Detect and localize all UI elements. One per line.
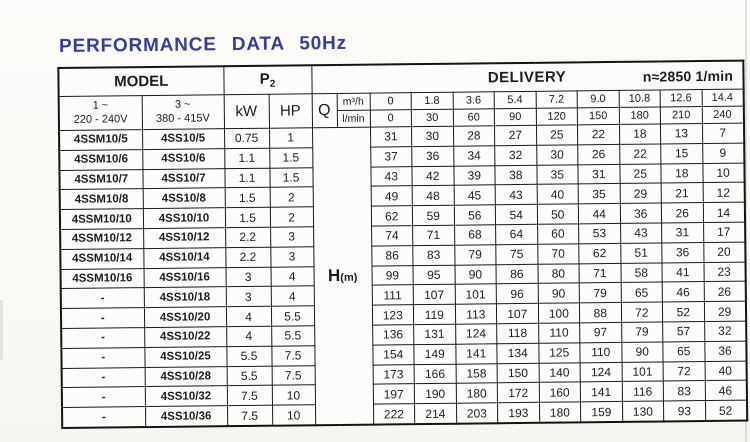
hp-cell: 10 <box>272 385 315 405</box>
head-value-cell: 136 <box>372 325 414 345</box>
head-value-cell: 86 <box>496 264 538 284</box>
head-value-cell: 107 <box>413 285 455 305</box>
head-value-cell: 12 <box>703 182 745 202</box>
head-value-cell: 57 <box>663 321 705 341</box>
head-value-cell: 37 <box>370 146 412 166</box>
hp-cell: 2 <box>270 187 313 207</box>
head-value-cell: 160 <box>539 382 581 402</box>
speed-label: n≈2850 1/min <box>642 67 734 85</box>
head-value-cell: 41 <box>662 262 704 282</box>
hp-cell: 3 <box>270 227 313 247</box>
hp-cell: 3 <box>270 247 313 267</box>
head-value-cell: 100 <box>538 303 580 323</box>
flow-lmin-value: 30 <box>411 109 453 126</box>
head-value-cell: 14 <box>703 202 745 222</box>
head-value-cell: 71 <box>413 225 455 245</box>
p2-subscript: 2 <box>269 78 276 90</box>
q-header: Q <box>312 93 337 127</box>
phase1-voltage-header: 1 ~ 220 - 240V <box>59 96 142 131</box>
head-value-cell: 214 <box>415 403 457 424</box>
head-value-cell: 36 <box>412 146 454 166</box>
head-value-cell: 58 <box>621 263 663 283</box>
head-value-cell: 95 <box>413 265 455 285</box>
model-1ph-cell: 4SSM10/7 <box>59 169 142 190</box>
head-value-cell: 26 <box>704 281 746 301</box>
head-value-cell: 40 <box>537 184 579 204</box>
head-value-cell: 43 <box>370 166 412 186</box>
model-3ph-cell: 4SS10/16 <box>144 267 226 288</box>
head-value-cell: 97 <box>580 322 622 342</box>
head-value-cell: 36 <box>662 242 704 262</box>
p2-header: $P_2$ <box>223 65 311 94</box>
model-1ph-cell: 4SSM10/10 <box>60 209 143 230</box>
head-value-cell: 150 <box>497 363 539 383</box>
hp-cell: 1.5 <box>269 148 312 168</box>
head-value-cell: 96 <box>496 284 538 304</box>
head-value-cell: 101 <box>455 284 497 304</box>
flow-m3h-value: 5.4 <box>494 91 536 108</box>
head-value-cell: 86 <box>371 245 413 265</box>
head-value-cell: 52 <box>705 400 747 421</box>
hp-cell: 10 <box>272 405 315 426</box>
flow-m3h-value: 1.8 <box>411 92 453 109</box>
head-value-cell: 101 <box>622 362 664 382</box>
head-value-cell: 43 <box>620 223 662 243</box>
kw-cell: 3 <box>226 287 271 307</box>
head-value-cell: 71 <box>579 263 621 283</box>
head-value-cell: 90 <box>538 283 580 303</box>
head-value-cell: 125 <box>538 343 580 363</box>
model-1ph-cell: 4SSM10/8 <box>60 189 143 210</box>
head-value-cell: 27 <box>495 125 537 145</box>
model-1ph-cell: - <box>61 347 144 368</box>
head-value-cell: 46 <box>662 282 704 302</box>
head-value-cell: 29 <box>704 301 746 321</box>
head-value-cell: 32 <box>704 321 746 341</box>
hp-cell: 1 <box>269 128 312 148</box>
head-value-cell: 134 <box>497 343 539 363</box>
head-value-cell: 124 <box>455 324 497 344</box>
head-value-cell: 130 <box>622 401 664 422</box>
lmin-unit-label: l/min <box>337 110 370 127</box>
model-3ph-cell: 4SS10/22 <box>144 327 226 348</box>
head-value-cell: 197 <box>373 384 415 404</box>
head-value-cell: 141 <box>580 382 622 402</box>
flow-lmin-value: 210 <box>660 107 702 124</box>
model-1ph-cell: - <box>62 387 145 408</box>
head-value-cell: 13 <box>661 124 703 144</box>
head-value-cell: 193 <box>498 402 540 423</box>
head-value-cell: 64 <box>496 224 538 244</box>
hp-header: HP <box>269 94 312 128</box>
head-value-cell: 34 <box>453 146 495 166</box>
kw-cell: 5.5 <box>226 346 271 366</box>
head-value-cell: 28 <box>453 126 495 146</box>
model-3ph-cell: 4SS10/32 <box>145 386 227 407</box>
model-3ph-cell: 4SS10/12 <box>143 228 225 249</box>
flow-lmin-value: 90 <box>494 108 536 125</box>
head-value-cell: 36 <box>704 341 746 361</box>
head-value-cell: 74 <box>371 226 413 246</box>
hp-cell: 7.5 <box>272 365 315 385</box>
head-value-cell: 68 <box>454 225 496 245</box>
head-value-cell: 173 <box>373 364 415 384</box>
head-value-cell: 17 <box>703 222 745 242</box>
delivery-header <box>311 61 743 94</box>
head-value-cell: 65 <box>621 282 663 302</box>
head-value-cell: 90 <box>455 264 497 284</box>
kw-cell: 4 <box>226 326 271 346</box>
head-value-cell: 110 <box>580 342 622 362</box>
head-value-cell: 110 <box>538 323 580 343</box>
head-value-cell: 10 <box>702 163 744 183</box>
head-value-cell: 141 <box>455 344 497 364</box>
kw-cell: 1.5 <box>225 188 270 208</box>
hp-cell: 5.5 <box>271 326 314 346</box>
head-value-cell: 79 <box>454 245 496 265</box>
head-value-cell: 180 <box>456 383 498 403</box>
head-value-cell: 90 <box>621 342 663 362</box>
hp-cell: 4 <box>271 266 314 286</box>
head-value-cell: 21 <box>661 183 703 203</box>
head-value-cell: 25 <box>536 125 578 145</box>
hp-cell: 7.5 <box>271 345 314 365</box>
model-3ph-cell: 4SS10/18 <box>144 287 226 308</box>
flow-lmin-value: 180 <box>619 107 661 124</box>
model-3ph-cell: 4SS10/6 <box>142 148 224 169</box>
head-value-cell: 159 <box>581 402 623 423</box>
hp-cell: 5.5 <box>271 306 314 326</box>
page-edge-smudge <box>0 300 3 360</box>
head-value-cell: 140 <box>539 362 581 382</box>
head-value-cell: 29 <box>620 183 662 203</box>
model-1ph-cell: - <box>61 308 144 329</box>
model-3ph-cell: 4SS10/28 <box>145 366 227 387</box>
head-value-cell: 18 <box>661 163 703 183</box>
head-value-cell: 9 <box>702 143 744 163</box>
head-value-cell: 113 <box>455 304 497 324</box>
flow-lmin-value: 0 <box>370 110 412 127</box>
model-3ph-cell: 4SS10/8 <box>143 188 225 209</box>
model-1ph-cell: - <box>61 288 144 309</box>
head-value-cell: 26 <box>661 203 703 223</box>
head-value-cell: 79 <box>621 322 663 342</box>
head-value-cell: 38 <box>495 165 537 185</box>
model-1ph-cell: - <box>62 367 145 388</box>
head-value-cell: 79 <box>579 283 621 303</box>
kw-cell: 5.5 <box>227 366 272 386</box>
head-value-cell: 72 <box>621 302 663 322</box>
kw-cell: 4 <box>226 306 271 326</box>
head-value-cell: 53 <box>579 223 621 243</box>
flow-m3h-value: 14.4 <box>702 89 744 106</box>
kw-cell: 3 <box>226 267 271 287</box>
model-1ph-cell: 4SSM10/16 <box>61 268 144 289</box>
delivery-label: DELIVERY <box>487 68 567 87</box>
flow-m3h-value: 3.6 <box>453 92 495 109</box>
head-value-cell: 70 <box>537 244 579 264</box>
kw-cell: 7.5 <box>227 405 272 426</box>
head-value-cell: 35 <box>578 184 620 204</box>
head-value-cell: 15 <box>661 143 703 163</box>
head-value-cell: 49 <box>371 186 413 206</box>
head-value-cell: 72 <box>663 361 705 381</box>
hp-cell: 2 <box>270 207 313 227</box>
head-value-cell: 40 <box>705 361 747 381</box>
head-value-cell: 26 <box>578 144 620 164</box>
model-1ph-cell: 4SSM10/12 <box>60 229 143 250</box>
head-value-cell: 107 <box>496 303 538 323</box>
kw-cell: 0.75 <box>224 128 269 148</box>
model-1ph-cell: - <box>62 407 145 428</box>
head-value-cell: 59 <box>412 205 454 225</box>
head-value-cell: 111 <box>372 285 414 305</box>
flow-lmin-value: 240 <box>702 106 744 123</box>
head-value-cell: 180 <box>539 402 581 423</box>
head-value-cell: 158 <box>456 363 498 383</box>
flow-m3h-value: 0 <box>370 93 412 110</box>
head-value-cell: 39 <box>453 165 495 185</box>
head-value-cell: 42 <box>412 166 454 186</box>
head-value-cell: 48 <box>412 186 454 206</box>
model-1ph-cell: 4SSM10/14 <box>60 248 143 269</box>
head-value-cell: 65 <box>663 341 705 361</box>
model-3ph-cell: 4SS10/10 <box>143 208 225 229</box>
head-value-cell: 80 <box>538 263 580 283</box>
head-value-cell: 22 <box>578 124 620 144</box>
flow-lmin-value: 120 <box>536 108 578 125</box>
kw-cell: 2.2 <box>225 247 270 267</box>
head-value-cell: 119 <box>413 304 455 324</box>
head-value-cell: 30 <box>412 126 454 146</box>
model-header: MODEL <box>58 66 223 96</box>
head-value-cell: 149 <box>414 344 456 364</box>
hp-cell: 4 <box>271 286 314 306</box>
head-value-cell: 46 <box>705 380 747 400</box>
flow-m3h-value: 12.6 <box>660 90 702 107</box>
page-title: PERFORMANCE DATA 50Hz <box>58 32 348 57</box>
m3h-unit-label: m³/h <box>337 93 370 110</box>
hp-cell: 1.5 <box>269 167 312 187</box>
model-3ph-cell: 4SS10/20 <box>144 307 226 328</box>
head-value-cell: 7 <box>702 123 744 143</box>
head-value-cell: 60 <box>537 224 579 244</box>
phase3-voltage-header: 3 ~ 380 - 415V <box>142 95 224 130</box>
model-3ph-cell: 4SS10/5 <box>142 129 224 150</box>
head-value-cell: 36 <box>620 203 662 223</box>
head-value-cell: 154 <box>372 344 414 364</box>
head-value-cell: 83 <box>663 381 705 401</box>
head-value-cell: 131 <box>414 324 456 344</box>
kw-header: kW <box>224 94 269 128</box>
head-value-cell: 25 <box>619 164 661 184</box>
head-value-cell: 116 <box>622 381 664 401</box>
head-value-cell: 32 <box>495 145 537 165</box>
head-value-cell: 172 <box>497 383 539 403</box>
kw-cell: 7.5 <box>227 386 272 406</box>
kw-cell: 1.1 <box>224 148 269 168</box>
head-value-cell: 93 <box>664 401 706 422</box>
kw-cell: 2.2 <box>225 227 270 247</box>
head-value-cell: 83 <box>413 245 455 265</box>
head-value-cell: 54 <box>495 205 537 225</box>
head-value-cell: 22 <box>619 144 661 164</box>
head-value-cell: 50 <box>537 204 579 224</box>
head-value-cell: 62 <box>371 206 413 226</box>
kw-cell: 1.5 <box>225 207 270 227</box>
flow-m3h-value: 10.8 <box>619 90 661 107</box>
flow-m3h-value: 9.0 <box>577 90 619 107</box>
head-value-cell: 118 <box>497 323 539 343</box>
model-3ph-cell: 4SS10/7 <box>142 168 224 189</box>
head-value-cell: 30 <box>536 145 578 165</box>
head-value-cell: 203 <box>456 403 498 424</box>
model-1ph-cell: - <box>61 328 144 349</box>
head-value-cell: 31 <box>370 127 412 147</box>
head-value-cell: 35 <box>536 164 578 184</box>
head-value-cell: 166 <box>414 364 456 384</box>
head-value-cell: 222 <box>373 404 415 425</box>
head-value-cell: 190 <box>414 384 456 404</box>
model-1ph-cell: 4SSM10/5 <box>59 130 142 151</box>
head-value-cell: 99 <box>372 265 414 285</box>
flow-lmin-value: 60 <box>453 109 495 126</box>
head-value-cell: 43 <box>495 185 537 205</box>
model-3ph-cell: 4SS10/14 <box>143 247 225 268</box>
head-value-cell: 20 <box>703 242 745 262</box>
head-value-cell: 45 <box>454 185 496 205</box>
head-value-cell: 75 <box>496 244 538 264</box>
model-3ph-cell: 4SS10/25 <box>144 346 226 367</box>
document-sheet <box>57 29 748 429</box>
head-column-label: H(m) <box>312 127 373 425</box>
head-value-cell: 88 <box>579 303 621 323</box>
head-value-cell: 56 <box>454 205 496 225</box>
model-3ph-cell: 4SS10/36 <box>145 406 227 427</box>
model-1ph-cell: 4SSM10/6 <box>59 149 142 170</box>
head-value-cell: 23 <box>704 262 746 282</box>
head-value-cell: 62 <box>579 243 621 263</box>
flow-lmin-value: 150 <box>577 107 619 124</box>
head-value-cell: 123 <box>372 305 414 325</box>
head-value-cell: 31 <box>662 223 704 243</box>
performance-table <box>57 60 747 429</box>
head-value-cell: 31 <box>578 164 620 184</box>
head-value-cell: 124 <box>580 362 622 382</box>
head-value-cell: 51 <box>620 243 662 263</box>
head-value-cell: 18 <box>619 124 661 144</box>
head-value-cell: 44 <box>578 204 620 224</box>
flow-m3h-value: 7.2 <box>536 91 578 108</box>
kw-cell: 1.1 <box>224 168 269 188</box>
head-value-cell: 52 <box>662 302 704 322</box>
